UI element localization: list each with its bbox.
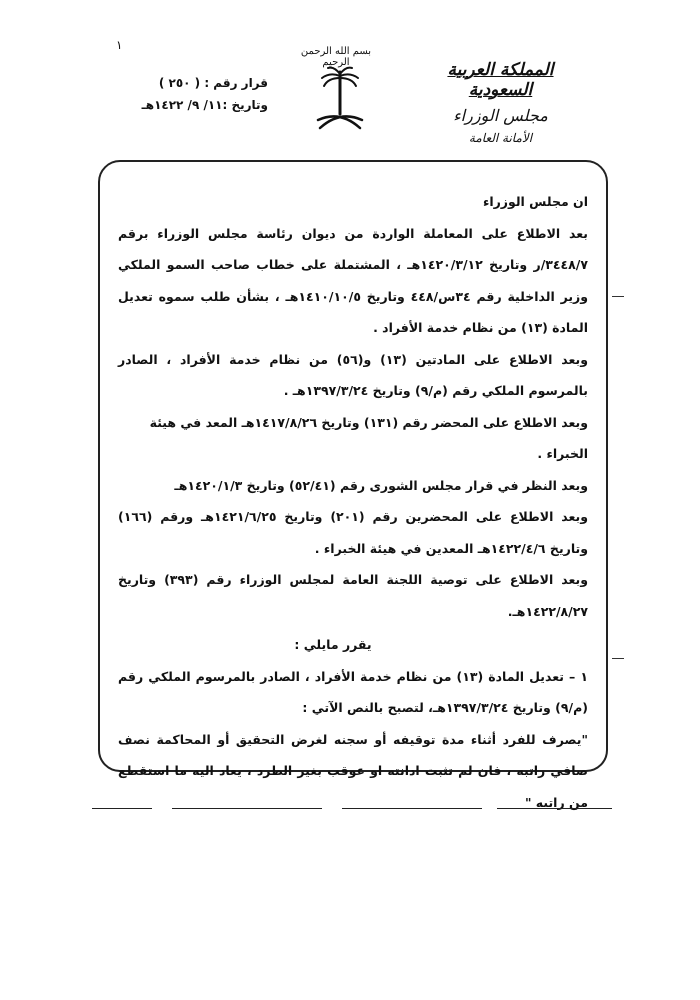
amended-text-quote: "يصرف للفرد أثناء مدة توقيفه أو سجنه لغرض التحقيق أو المحاكمة نصف صافي راتبه ، فان لم تثبت ادانته او عوقب بغير الطرد ، يعاد اليه ما استقطع من راتبه ": [118, 731, 588, 810]
opening-line: ان مجلس الوزراء: [482, 194, 588, 209]
council-title: مجلس الوزراء: [453, 106, 548, 125]
footer-rule-segment: [92, 808, 152, 809]
margin-mark: [612, 296, 624, 297]
decision-info: [108, 72, 268, 116]
resolution-item-1: ١ – تعديل المادة (١٣) من نظام خدمة الأفراد ، الصادر بالمرسوم الملكي رقم (م/٩) وتاريخ ١٣٩٧/٣/٢٤هـ، لتصبح بالنص الآتي :: [118, 668, 588, 715]
margin-mark: [612, 658, 624, 659]
paragraph-4: وبعد النظر في قرار مجلس الشورى رقم (٥٢/٤١) وتاريخ ١٤٢٠/١/٣هـ: [174, 477, 588, 493]
decision-body: [118, 186, 588, 818]
paragraph-1: بعد الاطلاع على المعاملة الواردة من ديوان رئاسة مجلس الوزراء برقم ٣٤٤٨/٧/ر وتاريخ ١٤٢٠/٣/١٢هـ ، المشتملة على خطاب صاحب السمو الملكي وزير الداخلية رقم ٣٤س/٤٤٨ وتاريخ ١٤١٠/١٠/٥هـ ، بشأن طلب سموه تعديل المادة (١٣) من نظام خدمة الأفراد .: [118, 225, 589, 335]
paragraph-5: وبعد الاطلاع على المحضرين رقم (٢٠١) وتاريخ ١٤٢١/٦/٢٥هـ ورقم (١٦٦) وتاريخ ١٤٢٢/٤/٦هـ المعدين في هيئة الخبراء .: [118, 509, 588, 556]
letterhead: [413, 60, 588, 145]
page-number: ١: [116, 38, 123, 52]
paragraph-6: وبعد الاطلاع على توصية اللجنة العامة لمجلس الوزراء رقم (٣٩٣) وتاريخ ١٤٢٢/٨/٢٧هـ.: [118, 572, 588, 619]
footer-rule-segment: [172, 808, 322, 809]
secretariat-title: الأمانة العامة: [468, 131, 533, 145]
basmala: بسم الله الرحمن الرحيم: [300, 46, 372, 68]
palm-swords-emblem-icon: [312, 62, 368, 138]
resolves-heading: يقرر مايلي :: [294, 637, 372, 652]
paragraph-2: وبعد الاطلاع على المادتين (١٣) و(٥٦) من نظام خدمة الأفراد ، الصادر بالمرسوم الملكي رقم (م/٩) وتاريخ ١٣٩٧/٣/٢٤هـ .: [118, 351, 588, 398]
footer-rule: [92, 808, 612, 818]
paragraph-3: وبعد الاطلاع على المحضر رقم (١٣١) وتاريخ ١٤١٧/٨/٢٦هـ المعد في هيئة الخبراء .: [149, 414, 588, 461]
decision-number: قرار رقم : ( ٢٥٠ ): [158, 76, 268, 90]
decision-date: وتاريخ :١١/ ٩/ ١٤٢٢هـ: [141, 98, 268, 112]
kingdom-title: المملكة العربية السعودية: [447, 60, 554, 100]
footer-rule-segment: [342, 808, 482, 809]
footer-rule-segment: [497, 808, 612, 809]
